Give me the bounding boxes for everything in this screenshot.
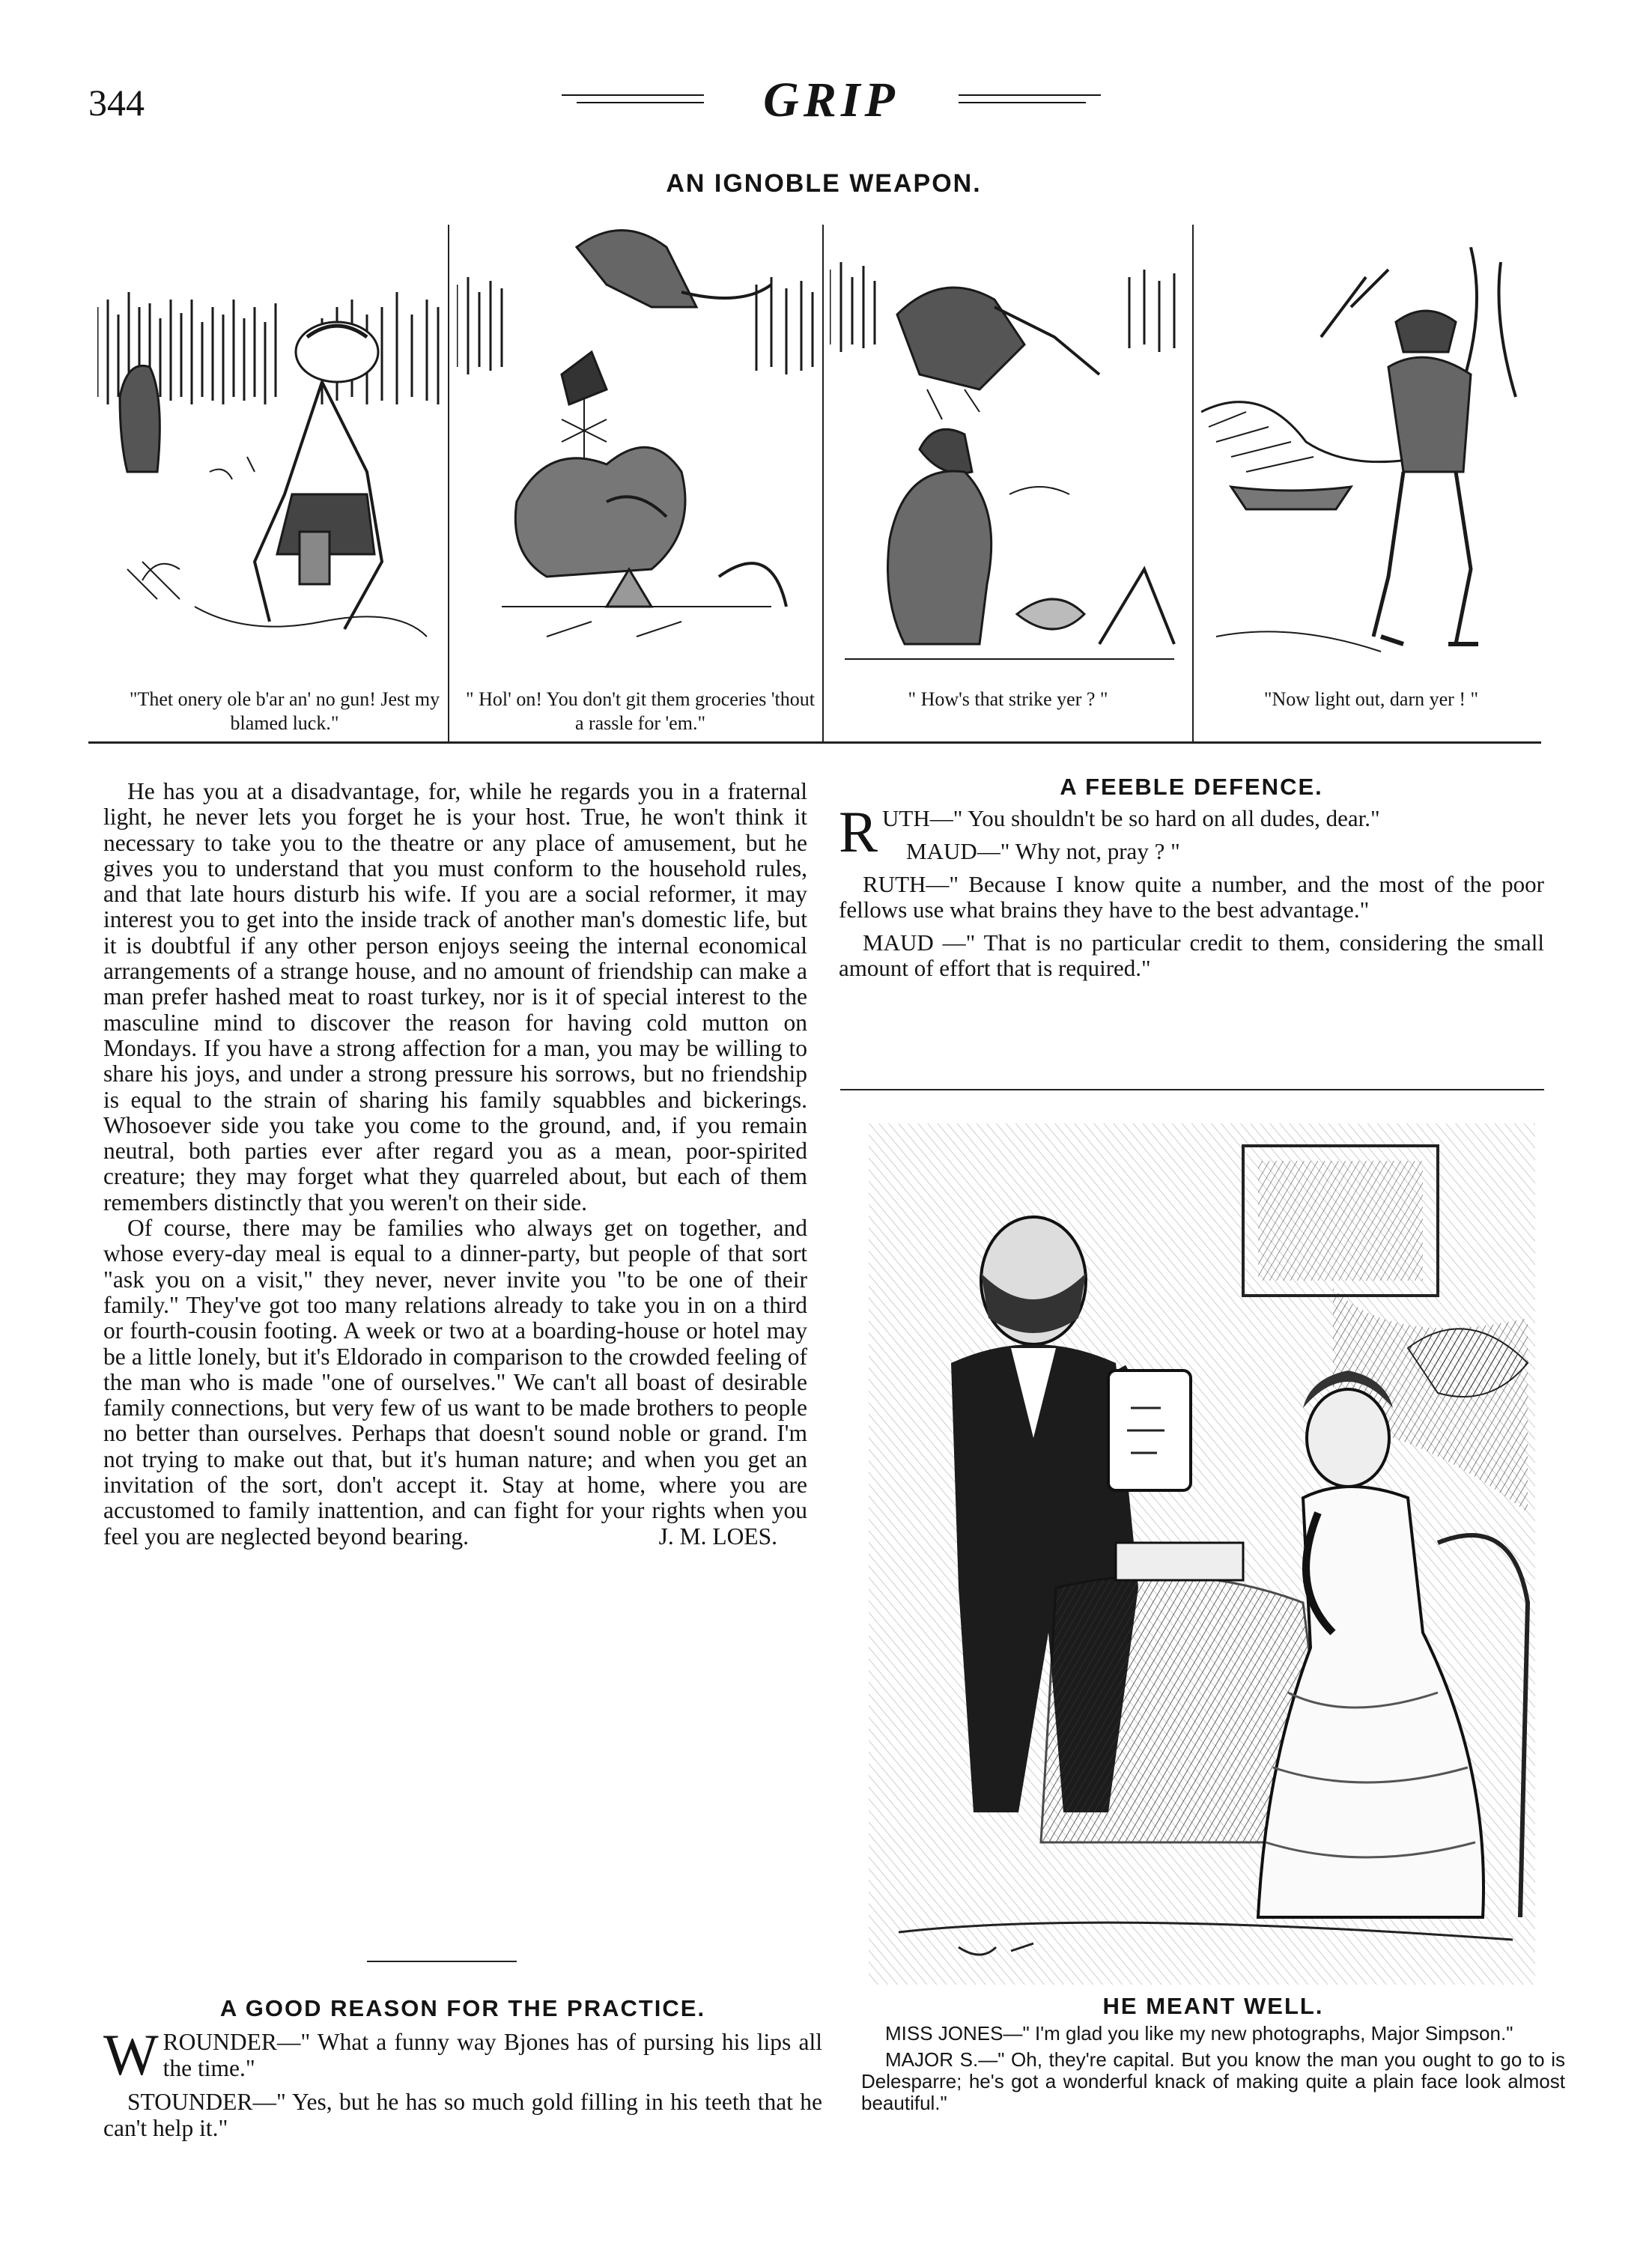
- meant-well-speaker-2: MAJOR S.: [885, 2048, 979, 2071]
- drop-cap: R: [839, 799, 878, 864]
- cartoon-panel-4-drawing: [1201, 247, 1541, 689]
- feeble-defence-title: A FEEBLE DEFENCE.: [1060, 774, 1323, 800]
- meant-well-speaker-1: MISS JONES: [885, 2022, 1003, 2045]
- strip-caption-3: " How's that strike yer ? ": [908, 688, 1108, 710]
- section-rule-short: [367, 1961, 517, 1962]
- panel-divider: [1192, 225, 1194, 741]
- feeble-speaker-3: RUTH: [863, 871, 926, 897]
- cartoon-panel-1-drawing: [97, 247, 442, 689]
- cartoon-panel-3: [830, 225, 1186, 689]
- strip-rule: [88, 741, 1541, 744]
- good-reason-line-2: [103, 2089, 822, 2141]
- cartoon-panel-2: [457, 217, 816, 689]
- cartoon-panel-2-drawing: [457, 217, 816, 689]
- feeble-speaker-4: MAUD: [863, 929, 934, 956]
- feeble-text-4: —" That is no particular credit to them, considering the small amount of effort that is required.": [839, 929, 1544, 981]
- drop-cap: W: [103, 2022, 159, 2087]
- feeble-text-2: —" Why not, pray ? ": [977, 838, 1180, 864]
- cartoon-panel-4: [1201, 247, 1541, 689]
- section-rule: [840, 1089, 1544, 1090]
- panel-divider: [448, 225, 449, 741]
- essay-paragraph-1: He has you at a disadvantage, for, while he regards you in a fraternal light, he never lets you forget he is your host. True, he won't think it necessary to take you to the theatre or any place of amusement, but he gives you to understand that you must conform to the household rules, and that late hours disturb his wife. If you are a social reformer, it may interest you to get into the inside track of another man's domestic life, but it is doubtful if any other person enjoys seeing the internal economical arrangements of a strange house, and no amount of friendship can make a man prefer hashed meat to roast turkey, nor is it of special interest to the masculine mind to discover the reason for having cold mutton on Mondays. If you have a strong affection for a man, you may be willing to share his joys, and under a strong pressure his sorrows, but no friendship is equal to the strain of sharing his family squabbles and bickerings. Whosoever side you take you come to the ground, and, if you remain neutral, both parties ever after regard you as a mean, poor-spirited creature; they may forget what they quarreled about, but each of them remembers distinctly that you weren't on their side.: [103, 778, 807, 1215]
- feeble-speaker-1: UTH: [882, 805, 930, 831]
- strip-caption-4: "Now light out, darn yer ! ": [1263, 688, 1479, 710]
- meant-well-text-1: —" I'm glad you like my new photographs, Major Simpson.": [1003, 2022, 1513, 2045]
- meant-well-text-2: —" Oh, they're capital. But you know the man you ought to go to is Delesparre; he's got a wonderful knack of making quite a plain face look almost beautiful.": [861, 2048, 1565, 2114]
- illustration-drawing: [869, 1123, 1535, 1985]
- feeble-line-2: [839, 839, 1544, 864]
- strip-caption-2: " Hol' on! You don't git them groceries 'thout a rassle for 'em.": [466, 688, 815, 734]
- essay-signature: J. M. LOES.: [658, 1523, 777, 1550]
- essay: [103, 779, 807, 1550]
- panel-divider: [822, 225, 824, 741]
- strip-caption-1: "Thet onery ole b'ar an' no gun! Jest my blamed luck.": [129, 688, 440, 734]
- essay-paragraph-2: [103, 1215, 807, 1550]
- feeble-speaker-2: MAUD: [906, 838, 977, 864]
- good-reason-speaker-2: STOUNDER: [127, 2089, 253, 2115]
- good-reason-line-1: [103, 2022, 822, 2087]
- good-reason-text-2: —" Yes, but he has so much gold filling in his teeth that he can't help it.": [103, 2089, 822, 2141]
- good-reason: [103, 1995, 822, 2149]
- illustration-he-meant-well: [869, 1123, 1535, 1985]
- page-number: 344: [88, 82, 145, 124]
- good-reason-title: A GOOD REASON FOR THE PRACTICE.: [219, 1995, 706, 2021]
- cartoon-panel-1: [97, 247, 442, 689]
- good-reason-text-1: —" What a funny way Bjones has of pursing his lips all the time.": [163, 2029, 822, 2081]
- feeble-line-4: [839, 930, 1544, 981]
- feeble-defence: [839, 774, 1544, 989]
- feeble-text-1: —" You shouldn't be so hard on all dudes, dear.": [929, 805, 1380, 831]
- essay-paragraph-2-text: Of course, there may be families who always get on together, and whose every-day meal is equal to a dinner-party, but people of that sort "ask you on a visit," they never, never invite you "to be one of their family." They've got too many relations already to take you in on a third or fourth-cousin footing. A week or two at a boarding-house or hotel may be a little lonely, but it's Eldorado in comparison to the crowded feeling of the man who is made "one of ourselves." We can't all boast of desirable family connections, but very few of us want to be made brothers to people no better than ourselves. Perhaps that doesn't sound noble or grand. I'm not trying to make out that, but it's human nature; and when you get an invitation of the sort, don't accept it. Stay at home, where you are accustomed to family inattention, and can fight for your rights when you feel you are neglected beyond bearing.: [103, 1215, 807, 1550]
- cartoon-panel-3-drawing: [830, 225, 1186, 689]
- masthead: [554, 72, 1108, 132]
- strip-title: AN IGNOBLE WEAPON.: [666, 169, 982, 198]
- feeble-text-3: —" Because I know quite a number, and the most of the poor fellows use what brains they have to the best advantage.": [839, 871, 1544, 923]
- he-meant-well: [861, 1995, 1565, 2119]
- feeble-line-3: [839, 872, 1544, 923]
- good-reason-speaker-1: ROUNDER: [163, 2029, 277, 2055]
- masthead-title: GRIP: [763, 73, 899, 127]
- he-meant-well-title: HE MEANT WELL.: [1102, 1993, 1324, 2019]
- meant-well-line-2: [861, 2049, 1565, 2114]
- meant-well-line-1: [861, 2023, 1565, 2045]
